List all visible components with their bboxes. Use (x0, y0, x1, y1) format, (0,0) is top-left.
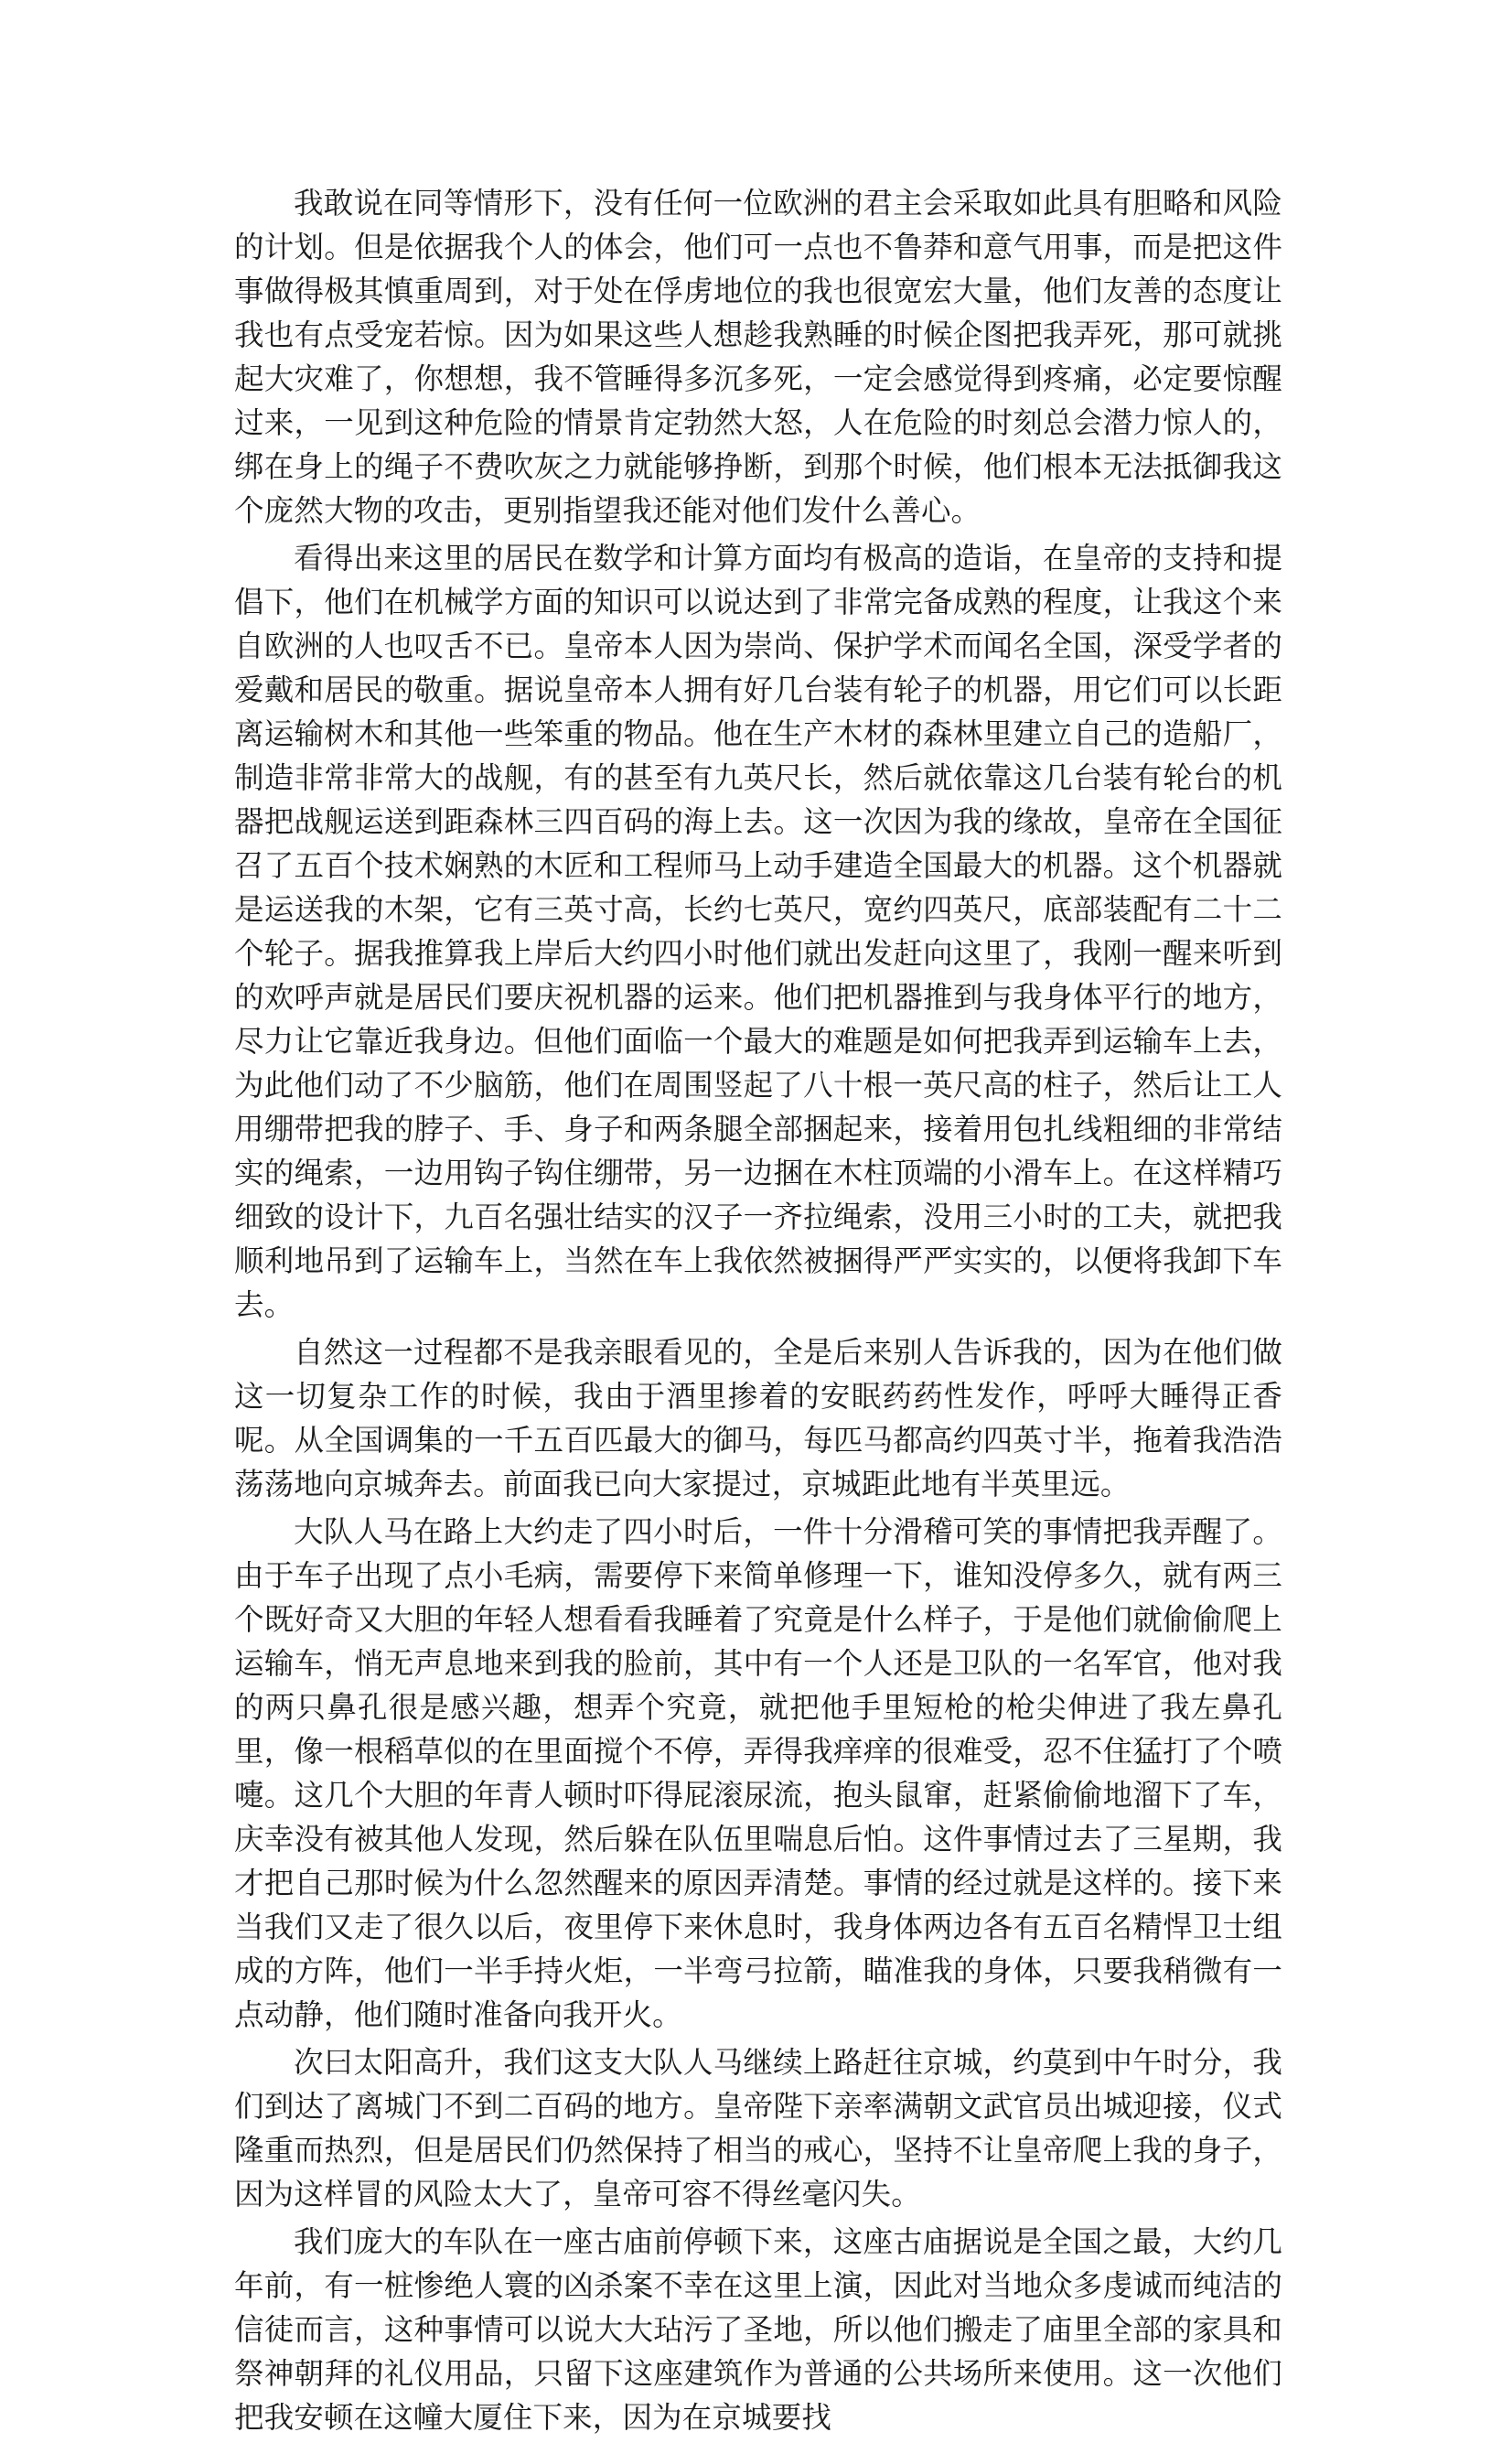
paragraph-3: 自然这一过程都不是我亲眼看见的，全是后来别人告诉我的，因为在他们做这一切复杂工作的时候，我由于酒里掺着的安眠药药性发作，呼呼大睡得正香呢。从全国调集的一千五百匹最大的御马，每匹马都高约四英寸半，拖着我浩浩荡荡地向京城奔去。前面我已向大家提过，京城距此地有半英里远。 (234, 1335, 1282, 1501)
paragraph-6: 我们庞大的车队在一座古庙前停顿下来，这座古庙据说是全国之最，大约几年前，有一桩惨绝人寰的凶杀案不幸在这里上演，因此对当地众多虔诚而纯洁的信徒而言，这种事情可以说大大玷污了圣地，所以他们搬走了庙里全部的家具和祭神朝拜的礼仪用品，只留下这座建筑作为普通的公共场所来使用。这一次他们把我安顿在这幢大厦住下来，因为在京城要找 (234, 2224, 1282, 2435)
paragraph-4: 大队人马在路上大约走了四小时后，一件十分滑稽可笑的事情把我弄醒了。由于车子出现了点小毛病，需要停下来简单修理一下，谁知没停多久，就有两三个既好奇又大胆的年轻人想看看我睡着了究竟是什么样子，于是他们就偷偷爬上运输车，悄无声息地来到我的脸前，其中有一个人还是卫队的一名军官，他对我的两只鼻孔很是感兴趣，想弄个究竟，就把他手里短枪的枪尖伸进了我左鼻孔里，像一根稻草似的在里面搅个不停，弄得我痒痒的很难受，忍不住猛打了个喷嚏。这几个大胆的年青人顿时吓得屁滚尿流，抱头鼠窜，赶紧偷偷地溜下了车，庆幸没有被其他人发现，然后躲在队伍里喘息后怕。这件事情过去了三星期，我才把自己那时候为什么忽然醒来的原因弄清楚。事情的经过就是这样的。接下来当我们又走了很久以后，夜里停下来休息时，我身体两边各有五百名精悍卫士组成的方阵，他们一半手持火炬，一半弯弓拉箭，瞄准我的身体，只要我稍微有一点动静，他们随时准备向我开火。 (234, 1514, 1282, 2032)
body-text (234, 181, 1282, 2443)
paragraph-2: 看得出来这里的居民在数学和计算方面均有极高的造诣，在皇帝的支持和提倡下，他们在机械学方面的知识可以说达到了非常完备成熟的程度，让我这个来自欧洲的人也叹舌不已。皇帝本人因为崇尚、保护学术而闻名全国，深受学者的爱戴和居民的敬重。据说皇帝本人拥有好几台装有轮子的机器，用它们可以长距离运输树木和其他一些笨重的物品。他在生产木材的森林里建立自己的造船厂，制造非常非常大的战舰，有的甚至有九英尺长，然后就依靠这几台装有轮台的机器把战舰运送到距森林三四百码的海上去。这一次因为我的缘故，皇帝在全国征召了五百个技术娴熟的木匠和工程师马上动手建造全国最大的机器。这个机器就是运送我的木架，它有三英寸高，长约七英尺，宽约四英尺，底部装配有二十二个轮子。据我推算我上岸后大约四小时他们就出发赶向这里了，我刚一醒来听到的欢呼声就是居民们要庆祝机器的运来。他们把机器推到与我身体平行的地方，尽力让它靠近我身边。但他们面临一个最大的难题是如何把我弄到运输车上去，为此他们动了不少脑筋，他们在周围竖起了八十根一英尺高的柱子，然后让工人用绷带把我的脖子、手、身子和两条腿全部捆起来，接着用包扎线粗细的非常结实的绳索，一边用钩子钩住绷带，另一边捆在木柱顶端的小滑车上。在这样精巧细致的设计下，九百名强壮结实的汉子一齐拉绳索，没用三小时的工夫，就把我顺利地吊到了运输车上，当然在车上我依然被捆得严严实实的，以便将我卸下车去。 (234, 541, 1282, 1322)
paragraph-1: 我敢说在同等情形下，没有任何一位欧洲的君主会采取如此具有胆略和风险的计划。但是依据我个人的体会，他们可一点也不鲁莽和意气用事，而是把这件事做得极其慎重周到，对于处在俘虏地位的我也很宽宏大量，他们友善的态度让我也有点受宠若惊。因为如果这些人想趁我熟睡的时候企图把我弄死，那可就挑起大灾难了，你想想，我不管睡得多沉多死，一定会感觉得到疼痛，必定要惊醒过来，一见到这种危险的情景肯定勃然大怒，人在危险的时刻总会潜力惊人的，绑在身上的绳子不费吹灰之力就能够挣断，到那个时候，他们根本无法抵御我这个庞然大物的攻击，更别指望我还能对他们发什么善心。 (234, 186, 1282, 528)
paragraph-5: 次曰太阳高升，我们这支大队人马继续上路赶往京城，约莫到中午时分，我们到达了离城门不到二百码的地方。皇帝陛下亲率满朝文武官员出城迎接，仪式隆重而热烈，但是居民们仍然保持了相当的戒心，坚持不让皇帝爬上我的身子，因为这样冒的风险太大了，皇帝可容不得丝毫闪失。 (234, 2045, 1282, 2212)
